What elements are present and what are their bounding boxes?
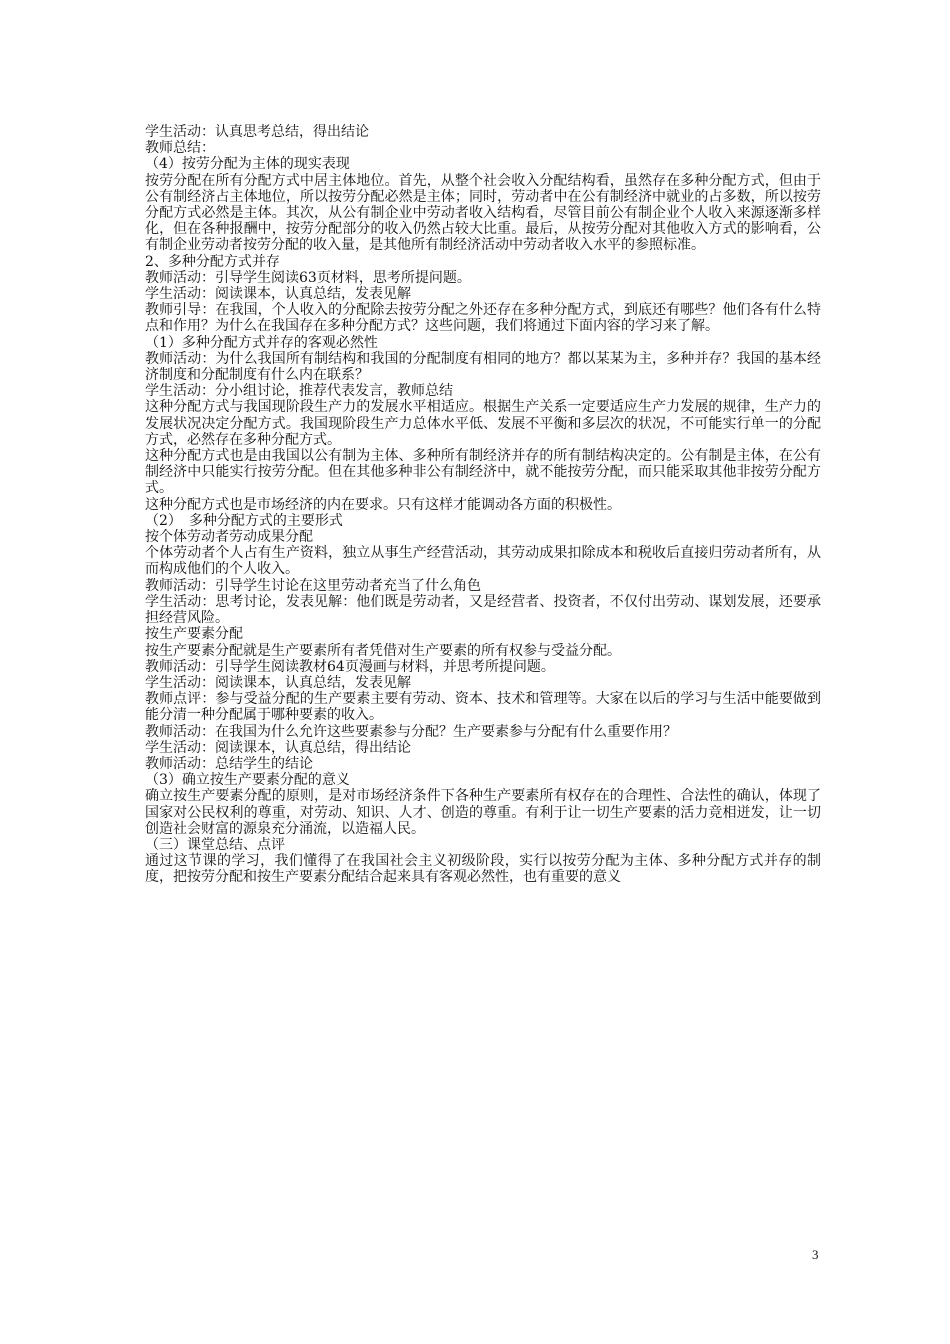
paragraph: 个体劳动者个人占有生产资料，独立从事生产经营活动，其劳动成果扣除成本和税收后直接归劳动者所有，从而构成他们的个人收入。 [145,545,821,578]
paragraph: 教师活动：为什么我国所有制结构和我国的分配制度有相同的地方？都以某某为主，多种并存？我国的基本经济制度和分配制度有什么内在联系？ [145,350,821,384]
paragraph: 学生活动：阅读课本，认真总结，发表见解 [145,286,411,303]
paragraph: 按劳分配在所有分配方式中居主体地位。首先，从整个社会收入分配结构看，虽然存在多种分配方式，但由于公有制经济占主体地位，所以按劳分配必然是主体；同时，劳动者中在公有制经济中就业的占多数，所以按劳分配方式必然是主体。其次，从公有制企业中劳动者收入结构看，尽管目前公有制企业个人收入来源逐渐多样化，但在各种报酬中，按劳分配部分的收入仍然占较大比重。最后，从按劳分配对其他收入方式的影响看，公有制企业劳动者按劳分配的收入量，是其他所有制经济活动中劳动者收入水平的参照标准。 [145,172,821,254]
paragraph: 教师活动：引导学生讨论在这里劳动者充当了什么角色 [145,577,481,594]
paragraph: 按生产要素分配就是生产要素所有者凭借对生产要素的所有权参与受益分配。 [145,642,621,659]
paragraph: 教师活动：在我国为什么允许这些要素参与分配？生产要素参与分配有什么重要作用？ [145,723,677,740]
paragraph: 学生活动：分小组讨论，推荐代表发言，教师总结 [145,383,453,400]
paragraph: 通过这节课的学习，我们懂得了在我国社会主义初级阶段，实行以按劳分配为主体、多种分配方式并存的制度，把按劳分配和按生产要素分配结合起来具有客观必然性，也有重要的意义 [145,853,821,886]
paragraph: 这种分配方式也是市场经济的内在要求。只有这样才能调动各方面的积极性。 [145,496,621,513]
paragraph: 教师引导：在我国，个人收入的分配除去按劳分配之外还存在多种分配方式，到底还有哪些？他们各有什么特点和作用？为什么在我国存在多种分配方式？这些问题，我们将通过下面内容的学习来了解。 [145,302,821,335]
paragraph: 教师活动：引导学生阅读教材64页漫画与材料，并思考所提问题。 [145,658,555,675]
subheading: 按生产要素分配 [145,626,243,643]
document-body [145,124,821,886]
section-heading: （3）确立按生产要素分配的意义 [145,772,350,789]
section-heading: （三）课堂总结、点评 [145,836,285,853]
paragraph: 这种分配方式与我国现阶段生产力的发展水平相适应。根据生产关系一定要适应生产力发展的规律，生产力的发展状况决定分配方式。我国现阶段生产力总体水平低、发展不平衡和多层次的状况，不可能实行单一的分配方式，必然存在多种分配方式。 [145,399,821,448]
paragraph: 教师点评：参与受益分配的生产要素主要有劳动、资本、技术和管理等。大家在以后的学习与生活中能要做到能分清一种分配属于哪种要素的收入。 [145,691,821,724]
paragraph: 学生活动：思考讨论，发表见解：他们既是劳动者，又是经营者、投资者，不仅付出劳动、谋划发展，还要承担经营风险。 [145,593,821,627]
section-heading: （4）按劳分配为主体的现实表现 [145,156,350,173]
paragraph: 这种分配方式也是由我国以公有制为主体、多种所有制经济并存的所有制结构决定的。公有制是主体，在公有制经济中只能实行按劳分配。但在其他多种非公有制经济中，就不能按劳分配，而只能采取其他非按劳分配方式。 [145,448,821,497]
section-heading: 2、多种分配方式并存 [145,253,280,270]
paragraph: 确立按生产要素分配的原则，是对市场经济条件下各种生产要素所有权存在的合理性、合法性的确认，体现了国家对公民权利的尊重，对劳动、知识、人才、创造的尊重。有利于让一切生产要素的活力竞相迸发，让一切创造社会财富的源泉充分涌流，以造福人民。 [145,788,821,837]
paragraph: 学生活动：阅读课本，认真总结，发表见解 [145,674,411,691]
paragraph: 教师活动：引导学生阅读63页材料，思考所提问题。 [145,269,471,286]
paragraph: 教师总结： [145,140,215,157]
subheading: 按个体劳动者劳动成果分配 [145,529,313,546]
section-heading: （1）多种分配方式并存的客观必然性 [145,334,378,351]
paragraph: 学生活动：认真思考总结，得出结论 [145,124,369,140]
page-number: 3 [812,1247,819,1262]
section-heading: （2） 多种分配方式的主要形式 [145,512,343,529]
paragraph: 教师活动：总结学生的结论 [145,755,313,772]
paragraph: 学生活动：阅读课本，认真总结，得出结论 [145,739,411,756]
